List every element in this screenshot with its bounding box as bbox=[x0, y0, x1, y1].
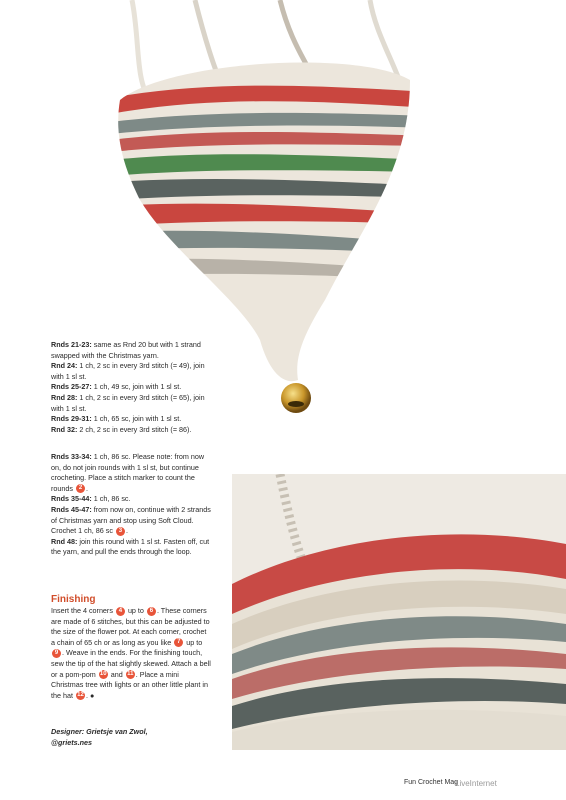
rnd-32: Rnd 32: 2 ch, 2 sc in every 3rd stitch (= 86). bbox=[51, 424, 192, 434]
step-badge: 12 bbox=[77, 692, 84, 699]
instructions-col2 bbox=[51, 452, 211, 558]
rnd-48: Rnd 48: join this round with 1 sl st. Fasten off, cut the yarn, and pull the ends through the loop. bbox=[51, 536, 210, 557]
rnd-24: Rnd 24: 1 ch, 2 sc in every 3rd stitch (= 49), join with 1 sl st. bbox=[51, 361, 205, 381]
rnds-35-44: Rnds 35-44: 1 ch, 86 sc. bbox=[51, 494, 131, 504]
closeup-photo bbox=[232, 474, 566, 750]
rnds-33-34: Rnds 33-34: 1 ch, 86 sc. Please note: from now on, do not join rounds with 1 sl st, but continue crocheting. Place a stitch marker to count the rounds 2 . bbox=[51, 452, 205, 493]
rnds-25-27: Rnds 25-27: 1 ch, 49 sc, join with 1 sl st. bbox=[51, 382, 182, 392]
step-badge: 3 bbox=[116, 527, 125, 536]
finishing-text: Insert the 4 corners 4 up to 6 . These corners are made of 6 stitches, but this can be adjusted to the size of the flower pot. At each corner, crochet a chain of 65 ch or as long as you like 7 up to 9 . Weave in the ends. For the finishing touch, sew the tip of the hat slightly skewed. Attach a bell or a pom-pom 10 and 11 . Place a mini Christmas tree with lights or an other little plant in the hat 12 . ● bbox=[51, 606, 211, 700]
rnds-45-47: Rnds 45-47: from now on, continue with 2 strands of Christmas yarn and stop using Soft Cloud. Crochet 1 ch, 86 sc 3 . bbox=[51, 504, 211, 536]
instructions-col1 bbox=[51, 340, 211, 435]
rnd-28: Rnd 28: 1 ch, 2 sc in every 3rd stitch (= 65), join with 1 sl st. bbox=[51, 392, 205, 413]
step-badge: 2 bbox=[76, 484, 85, 493]
step-badge: 7 bbox=[174, 638, 183, 647]
page-footer: Fun Crochet Mag bbox=[404, 779, 459, 786]
step-badge: 10 bbox=[99, 671, 107, 678]
finishing-heading: Finishing bbox=[51, 594, 96, 605]
step-badge: 11 bbox=[127, 671, 134, 678]
step-badge: 6 bbox=[147, 607, 156, 616]
step-badge: 9 bbox=[52, 649, 61, 658]
step-badge: 4 bbox=[116, 607, 125, 616]
rnds-29-31: Rnds 29-31: 1 ch, 65 sc, join with 1 sl st. bbox=[51, 414, 182, 424]
rnds-21-23: Rnds 21-23: same as Rnd 20 but with 1 strand swapped with the Christmas yarn. bbox=[51, 340, 201, 360]
watermark: LiveInternet bbox=[455, 779, 497, 788]
designer-credit: Designer: Grietsje van Zwol, @griets.nes bbox=[51, 727, 148, 747]
